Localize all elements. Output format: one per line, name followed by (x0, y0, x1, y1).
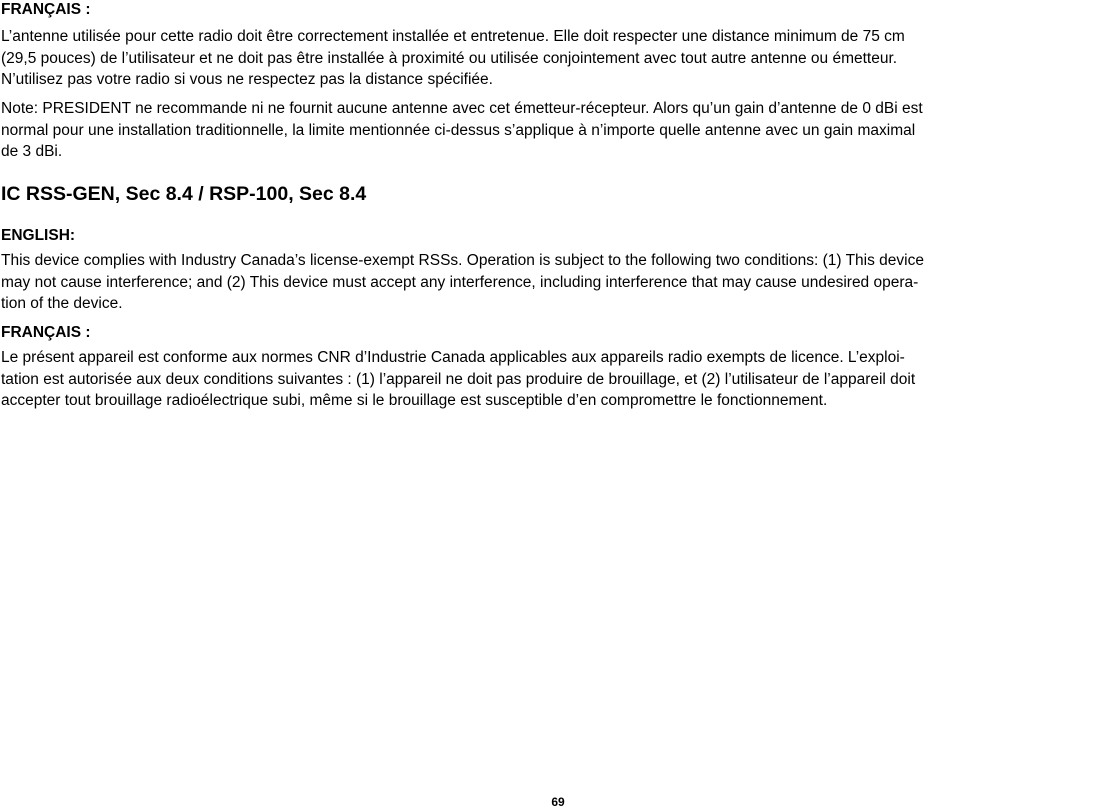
section-title-block (1, 182, 366, 206)
text-line: de 3 dBi. (1, 143, 63, 160)
text-line: tation est autorisée aux deux conditions suivantes : (1) l’appareil ne doit pas produire de brouillage, et (2) l’utilisateur de l’appareil doit (1, 370, 916, 388)
text-line: L’antenne utilisée pour cette radio doit être correctement installée et entretenue. Elle doit respecter une distance minimum de 75 cm (1, 28, 905, 45)
text-line: (29,5 pouces) de l’utilisateur et ne doit pas être installée à proximité ou utilisée conjointement avec tout autre antenne ou émetteur. (1, 49, 898, 67)
text-line: N’utilisez pas votre radio si vous ne respectez pas la distance spécifiée. (1, 71, 493, 88)
section-antenne-french (1, 0, 91, 20)
text-line: tion of the device. (1, 295, 123, 312)
page-number: 69 (551, 795, 565, 809)
english-heading-block (1, 226, 75, 246)
english-heading: ENGLISH: (1, 227, 76, 244)
text-line: accepter tout brouillage radioélectrique subi, même si le brouillage est susceptible d’en compromettre le fonctionnement. (1, 392, 828, 409)
french-heading: FRANÇAIS : (1, 324, 91, 341)
english-paragraph (1, 250, 1113, 315)
french-paragraph-cnr (1, 347, 1113, 412)
text-line: normal pour une installation traditionnelle, la limite mentionnée ci-dessus s’applique à n’importe quelle antenne avec un gain maximal (1, 121, 916, 139)
french-heading-block-2 (1, 323, 91, 343)
text-line: Le présent appareil est conforme aux normes CNR d’Industrie Canada applicables aux appareils radio exempts de licence. L’exploi- (1, 349, 905, 366)
text-line: This device complies with Industry Canada’s license-exempt RSSs. Operation is subject to the following two conditions: (1) This device (1, 252, 924, 269)
text-line: may not cause interference; and (2) This device must accept any interference, including interference that may cause undesired opera- (1, 273, 919, 291)
french-paragraph-note (1, 98, 1113, 163)
french-paragraph-antenna (1, 26, 1113, 91)
section-title: IC RSS-GEN, Sec 8.4 / RSP-100, Sec 8.4 (1, 183, 367, 205)
text-line: Note: PRESIDENT ne recommande ni ne fournit aucune antenne avec cet émetteur-récepteur. Alors qu’un gain d’antenne de 0 dBi est (1, 100, 923, 117)
french-heading: FRANÇAIS : (1, 1, 91, 18)
